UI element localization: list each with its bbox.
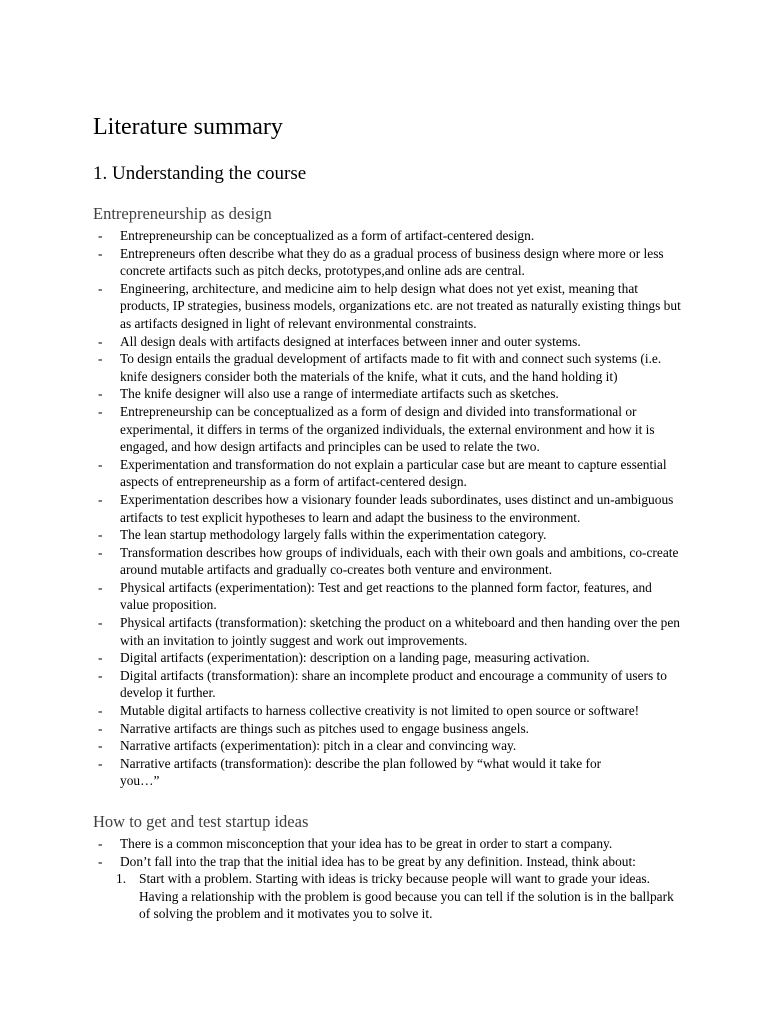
bullet-marker: - xyxy=(98,853,103,869)
bullet-marker: - xyxy=(98,491,103,507)
list-item xyxy=(93,755,683,790)
list-item xyxy=(93,333,683,351)
list-item-text: Narrative artifacts (experimentation): pitch in a clear and convincing way. xyxy=(120,738,517,754)
list-item xyxy=(93,280,683,333)
list-item xyxy=(93,702,683,720)
list-item-text: Don’t fall into the trap that the initial idea has to be great by any definition. Instead, think about: xyxy=(120,853,636,869)
subsection-heading-entrepreneurship-as-design: Entrepreneurship as design xyxy=(93,204,272,223)
list-item xyxy=(93,227,683,245)
list-item-text: Engineering, architecture, and medicine aim to help design what does not yet exist, meaning that products, IP strategies, business models, organizations etc. are not treated as naturally existing things but as artifacts designed in light of relevant environmental constraints. xyxy=(120,280,681,331)
bullet-marker: - xyxy=(98,703,103,719)
numbered-item xyxy=(93,870,683,923)
bullet-marker: - xyxy=(98,738,103,754)
subsection-heading-startup-ideas: How to get and test startup ideas xyxy=(93,812,309,831)
list-item-text: Entrepreneurs often describe what they do as a gradual process of business design where more or less concrete artifacts such as pitch decks, prototypes,and online ads are central. xyxy=(120,245,664,279)
list-item xyxy=(93,245,683,280)
bullet-marker: - xyxy=(98,456,103,472)
bullet-marker: - xyxy=(98,527,103,543)
list-item xyxy=(93,526,683,544)
document-title: Literature summary xyxy=(93,114,283,140)
list-item-text: Physical artifacts (experimentation): Test and get reactions to the planned form factor, features, and value proposition. xyxy=(120,579,652,613)
bullet-marker: - xyxy=(98,755,103,771)
bullet-marker: - xyxy=(98,351,103,367)
list-item xyxy=(93,491,683,526)
list-item-text: Transformation describes how groups of individuals, each with their own goals and ambitions, co-create around mutable artifacts and gradually co-creates both venture and environment. xyxy=(120,544,679,578)
list-item xyxy=(93,456,683,491)
list-item-text: There is a common misconception that your idea has to be great in order to start a company. xyxy=(120,836,613,851)
list-item-text: To design entails the gradual development of artifacts made to fit with and connect such systems (i.e. knife designers consider both the materials of the knife, what it cuts, and the hand holding it) xyxy=(120,351,662,384)
bullet-marker: - xyxy=(98,245,103,261)
bullet-list-startup-ideas xyxy=(93,835,683,923)
numbered-list-container xyxy=(93,870,683,923)
list-item-text: Digital artifacts (experimentation): description on a landing page, measuring activation. xyxy=(120,650,590,666)
list-item xyxy=(93,835,683,853)
numbered-list xyxy=(93,870,683,923)
bullet-marker: - xyxy=(98,333,103,349)
list-item xyxy=(93,544,683,579)
bullet-marker: - xyxy=(98,228,103,243)
list-item xyxy=(93,385,683,403)
bullet-marker: - xyxy=(98,403,103,419)
list-item xyxy=(93,579,683,614)
bullet-marker: - xyxy=(98,386,103,402)
list-item-text: Entrepreneurship can be conceptualized as a form of artifact-centered design. xyxy=(120,228,535,243)
bullet-list-entrepreneurship-as-design xyxy=(93,227,683,790)
list-item xyxy=(93,614,683,649)
list-item-text: Narrative artifacts (transformation): describe the plan followed by “what would it take for you…” xyxy=(120,755,602,789)
list-item-text: Physical artifacts (transformation): sketching the product on a whiteboard and then handing over the pen with an invitation to jointly suggest and work out improvements. xyxy=(120,615,681,648)
numbered-marker: 1. xyxy=(116,871,127,887)
list-item xyxy=(93,667,683,702)
list-item-text: Experimentation describes how a visionary founder leads subordinates, uses distinct and un-ambiguous artifacts to test explicit hypotheses to learn and adapt the business to the environment. xyxy=(120,491,674,525)
list-item-text: The knife designer will also use a range of intermediate artifacts such as sketches. xyxy=(120,386,559,402)
list-item-text: All design deals with artifacts designed at interfaces between inner and outer systems. xyxy=(120,333,581,349)
list-item xyxy=(93,403,683,456)
list-item xyxy=(93,853,683,871)
list-item-text: The lean startup methodology largely falls within the experimentation category. xyxy=(120,527,547,543)
section-heading: 1. Understanding the course xyxy=(93,163,307,184)
bullet-marker: - xyxy=(98,544,103,560)
bullet-marker: - xyxy=(98,579,103,595)
list-item xyxy=(93,737,683,755)
list-item-text: Digital artifacts (transformation): share an incomplete product and encourage a community of users to develop it further. xyxy=(120,667,667,701)
bullet-marker: - xyxy=(98,650,103,666)
bullet-marker: - xyxy=(98,720,103,736)
bullet-marker: - xyxy=(98,836,103,851)
bullet-marker: - xyxy=(98,615,103,631)
numbered-item-text: Start with a problem. Starting with ideas is tricky because people will want to grade your ideas. Having a relationship with the problem is good because you can tell if the solution is in the ballpark of solving the problem and it motivates you to solve it. xyxy=(139,871,674,922)
list-item-text: Entrepreneurship can be conceptualized as a form of design and divided into transformational or experimental, it differs in terms of the organized individuals, the external environment and how it is engaged, and how design artifacts and principles can be used to relate the two. xyxy=(120,403,655,455)
bullet-marker: - xyxy=(98,667,103,683)
list-item-text: Experimentation and transformation do not explain a particular case but are meant to capture essential aspects of entrepreneurship as a form of artifact-centered design. xyxy=(120,456,667,490)
list-item xyxy=(93,350,683,385)
bullet-marker: - xyxy=(98,280,103,296)
list-item xyxy=(93,720,683,738)
list-item xyxy=(93,649,683,667)
list-item-text: Narrative artifacts are things such as pitches used to engage business angels. xyxy=(120,720,530,736)
list-item-text: Mutable digital artifacts to harness collective creativity is not limited to open source or software! xyxy=(120,703,640,719)
